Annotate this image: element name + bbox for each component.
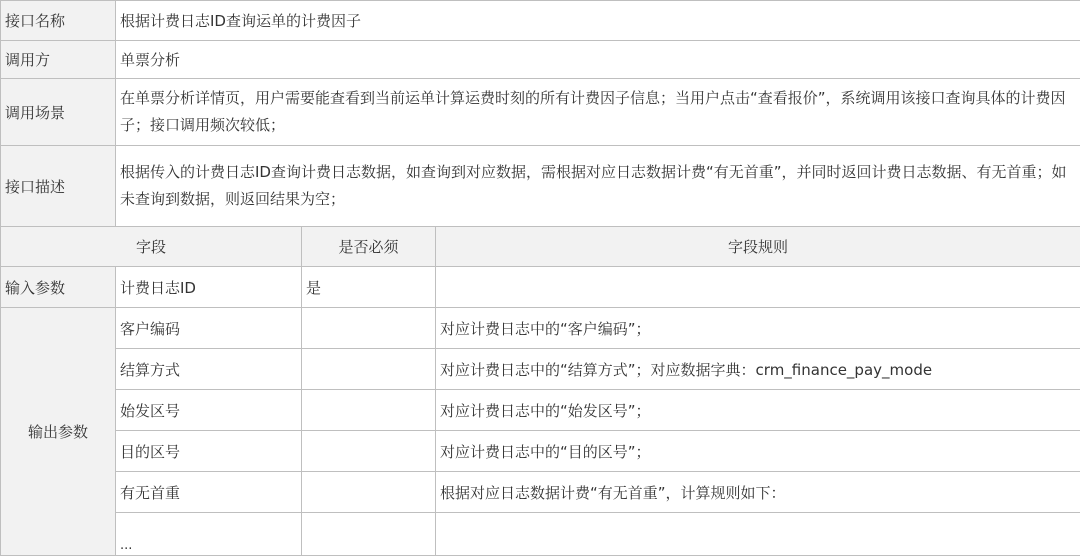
input-label: 输入参数 — [1, 267, 116, 308]
info-label: 调用方 — [1, 41, 116, 79]
info-label: 接口描述 — [1, 146, 116, 227]
info-row-caller — [1, 41, 1080, 79]
header-rule: 字段规则 — [436, 227, 1080, 267]
info-label: 接口名称 — [1, 1, 116, 41]
param-rule: 对应计费日志中的“目的区号”； — [436, 431, 1080, 472]
info-row-description — [1, 146, 1080, 227]
param-rule: 对应计费日志中的“始发区号”； — [436, 390, 1080, 431]
info-row-scenario — [1, 79, 1080, 146]
input-param-row — [1, 267, 1080, 308]
param-required — [302, 472, 436, 513]
output-param-row — [1, 513, 1080, 556]
param-field: 结算方式 — [116, 349, 302, 390]
param-field: 有无首重 — [116, 472, 302, 513]
info-value: 单票分析 — [116, 41, 1080, 79]
param-field: 计费日志ID — [116, 267, 302, 308]
param-required — [302, 308, 436, 349]
info-value: 根据计费日志ID查询运单的计费因子 — [116, 1, 1080, 41]
info-value: 在单票分析详情页，用户需要能查看到当前运单计算运费时刻的所有计费因子信息；当用户点击“查看报价”，系统调用该接口查询具体的计费因子；接口调用频次较低； — [116, 79, 1080, 146]
output-param-row — [1, 308, 1080, 349]
param-header-row — [1, 227, 1080, 267]
param-field: 始发区号 — [116, 390, 302, 431]
param-rule: 对应计费日志中的“客户编码”； — [436, 308, 1080, 349]
param-rule — [436, 513, 1080, 556]
info-row-name — [1, 1, 1080, 41]
output-param-row — [1, 349, 1080, 390]
output-label: 输出参数 — [1, 308, 116, 556]
param-required — [302, 390, 436, 431]
header-field: 字段 — [1, 227, 302, 267]
info-value: 根据传入的计费日志ID查询计费日志数据，如查询到对应数据，需根据对应日志数据计费“有无首重”，并同时返回计费日志数据、有无首重；如未查询到数据，则返回结果为空； — [116, 146, 1080, 227]
param-required: 是 — [302, 267, 436, 308]
param-field: 目的区号 — [116, 431, 302, 472]
param-rule: 对应计费日志中的“结算方式”；对应数据字典：crm_finance_pay_mode — [436, 349, 1080, 390]
param-required — [302, 431, 436, 472]
param-required — [302, 513, 436, 556]
output-param-row — [1, 472, 1080, 513]
param-rule: 根据对应日志数据计费“有无首重”，计算规则如下： — [436, 472, 1080, 513]
info-label: 调用场景 — [1, 79, 116, 146]
param-field: 客户编码 — [116, 308, 302, 349]
param-required — [302, 349, 436, 390]
output-param-row — [1, 390, 1080, 431]
param-rule — [436, 267, 1080, 308]
output-param-row — [1, 431, 1080, 472]
param-field: ... — [116, 513, 302, 556]
header-required: 是否必须 — [302, 227, 436, 267]
